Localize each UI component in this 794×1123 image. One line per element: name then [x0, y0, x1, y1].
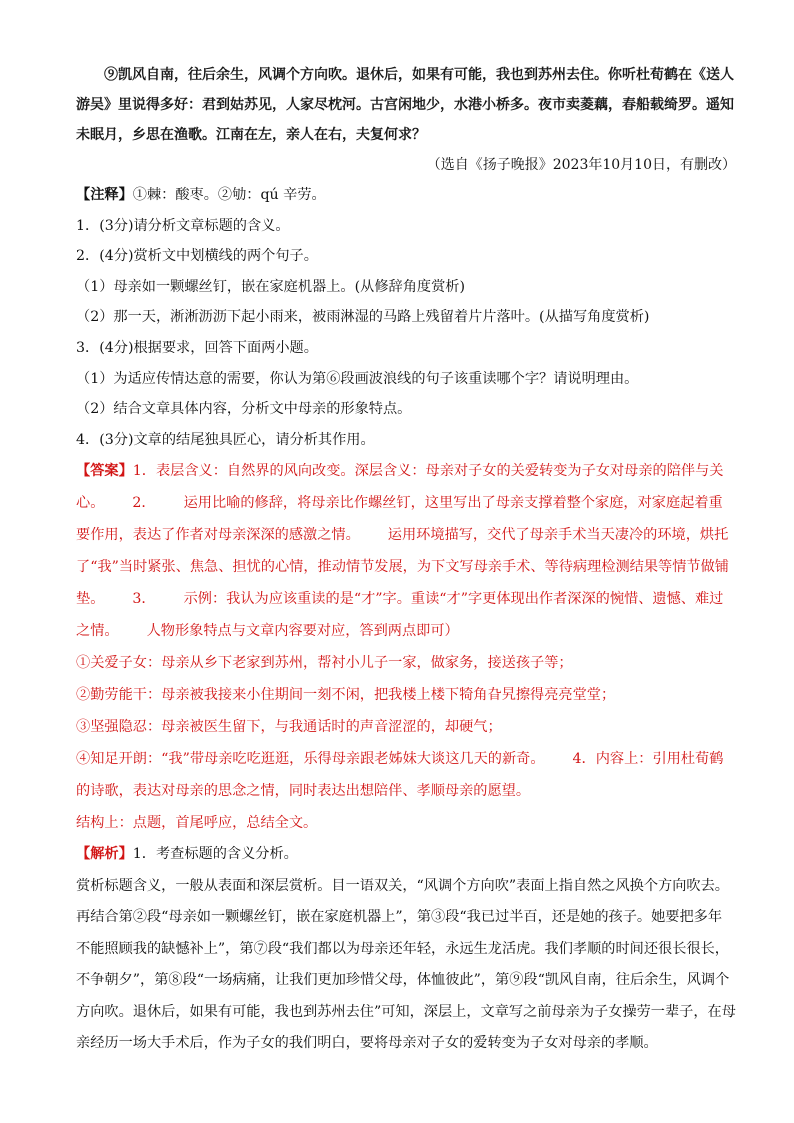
trait-3: ③坚强隐忍：母亲被医生留下，与我通话时的声音涩涩的，却硬气；	[76, 719, 502, 736]
document-page	[76, 60, 736, 1060]
trait-4: ④知足开朗：“我”带母亲吃吃逛逛，乐得母亲跟老姊妹大谈这几天的新奇。 4．内容上：引用杜荀鹤的诗歌，表达对母亲的思念之情，同时表达出想陪伴、孝顺母亲的愿望。	[76, 751, 724, 800]
source-citation: （选自《扬子晚报》2023年10月10日，有删改）	[426, 157, 736, 173]
notes-and-questions	[76, 180, 736, 455]
question-2-2: （2）那一天，淅淅沥沥下起小雨来，被雨淋湿的马路上残留着片片落叶。(从描写角度赏析)	[76, 309, 650, 326]
question-3-2: （2）结合文章具体内容，分析文中母亲的形象特点。	[76, 401, 412, 418]
essay-paragraph-9: ⑨凯风自南，往后余生，风调个方向吹。退休后，如果有可能，我也到苏州去住。你听杜荀鹤在《送人游吴》里说得多好：君到姑苏见，人家尽枕河。古宫闲地少，水港小桥多。夜市卖菱藕，春船载绮罗。遥知未眠月，乡思在渔歌。江南在左，亲人在右，夫复何求？	[76, 67, 734, 143]
question-2-1: （1）母亲如一颗螺丝钉，嵌在家庭机器上。(从修辞角度赏析)	[76, 278, 465, 295]
question-3-1: （1）为适应传情达意的需要，你认为第⑥段画波浪线的句子该重读哪个字？请说明理由。	[76, 370, 639, 387]
question-3: 3．(4分)根据要求，回答下面两小题。	[76, 339, 318, 356]
answer-4-structure: 结构上：点题，首尾呼应，总结全文。	[76, 815, 318, 832]
answer-section	[76, 455, 736, 839]
answer-1: 【答案】1．表层含义：自然界的风向改变。深层含义：母亲对子女的关爱转变为子女对母亲的陪伴与关心。 2． 运用比喻的修辞，将母亲比作螺丝钉，这里写出了母亲支撑着整个家庭，对家庭起着重要作用，表达了作者对母亲深深的感激之情。 运用环境描写，交代了母亲手术当天凄冷的环境，烘托了“我”当时紧张、焦急、担忧的心情，推动情节发展，为下文写母亲手术、等待病理检测结果等情节做铺垫。 3． 示例：我认为应该重读的是“才”字。重读“才”字更体现出作者深深的惋惜、遗憾、难过之情。 人物形象特点与文章内容要对应，答到两点即可）	[76, 463, 729, 640]
trait-1: ①关爱子女：母亲从乡下老家到苏州，帮衬小儿子一家，做家务，接送孩子等；	[76, 655, 573, 672]
notes-text: ①棘：酸枣。②劬：qú 辛劳。	[132, 187, 326, 203]
notes-label: 【注释】	[76, 187, 133, 203]
question-2: 2．(4分)赏析文中划横线的两个句子。	[76, 248, 318, 265]
question-4: 4．(3分)文章的结尾独具匠心，请分析其作用。	[76, 431, 375, 448]
analysis-label: 【解析】	[76, 846, 133, 863]
notes	[76, 180, 736, 211]
analysis-intro: 【解析】1．考查标题的含义分析。	[76, 846, 298, 863]
answer-label: 【答案】	[76, 463, 133, 480]
analysis-body: 赏析标题含义，一般从表面和深层赏析。目一语双关，“风调个方向吹”表面上指自然之风换个方向吹去。再结合第②段“母亲如一颗螺丝钉，嵌在家庭机器上”，第③段“我已过半百，还是她的孩子。她要把多年不能照顾我的缺憾补上”，第⑦段“我们都以为母亲还年轻，永远生龙活虎。我们孝顺的时间还很长很长，不争朝夕”，第⑧段“一场病痛，让我们更加珍惜父母，体恤彼此”，第⑨段“凯风自南，往后余生，风调个方向吹。退休后，如果有可能，我也到苏州去住”可知，深层上，文章写之前母亲为子女操劳一辈子，在母亲经历一场大手术后，作为子女的我们明白，要将母亲对子女的爱转变为子女对母亲的孝顺。	[76, 877, 736, 1052]
question-1: 1．(3分)请分析文章标题的含义。	[76, 217, 290, 234]
trait-2: ②勤劳能干：母亲被我接来小住期间一刻不闲，把我楼上楼下犄角旮旯擦得亮亮堂堂；	[76, 687, 616, 704]
essay-excerpt	[76, 60, 736, 150]
analysis-section	[76, 839, 736, 1060]
